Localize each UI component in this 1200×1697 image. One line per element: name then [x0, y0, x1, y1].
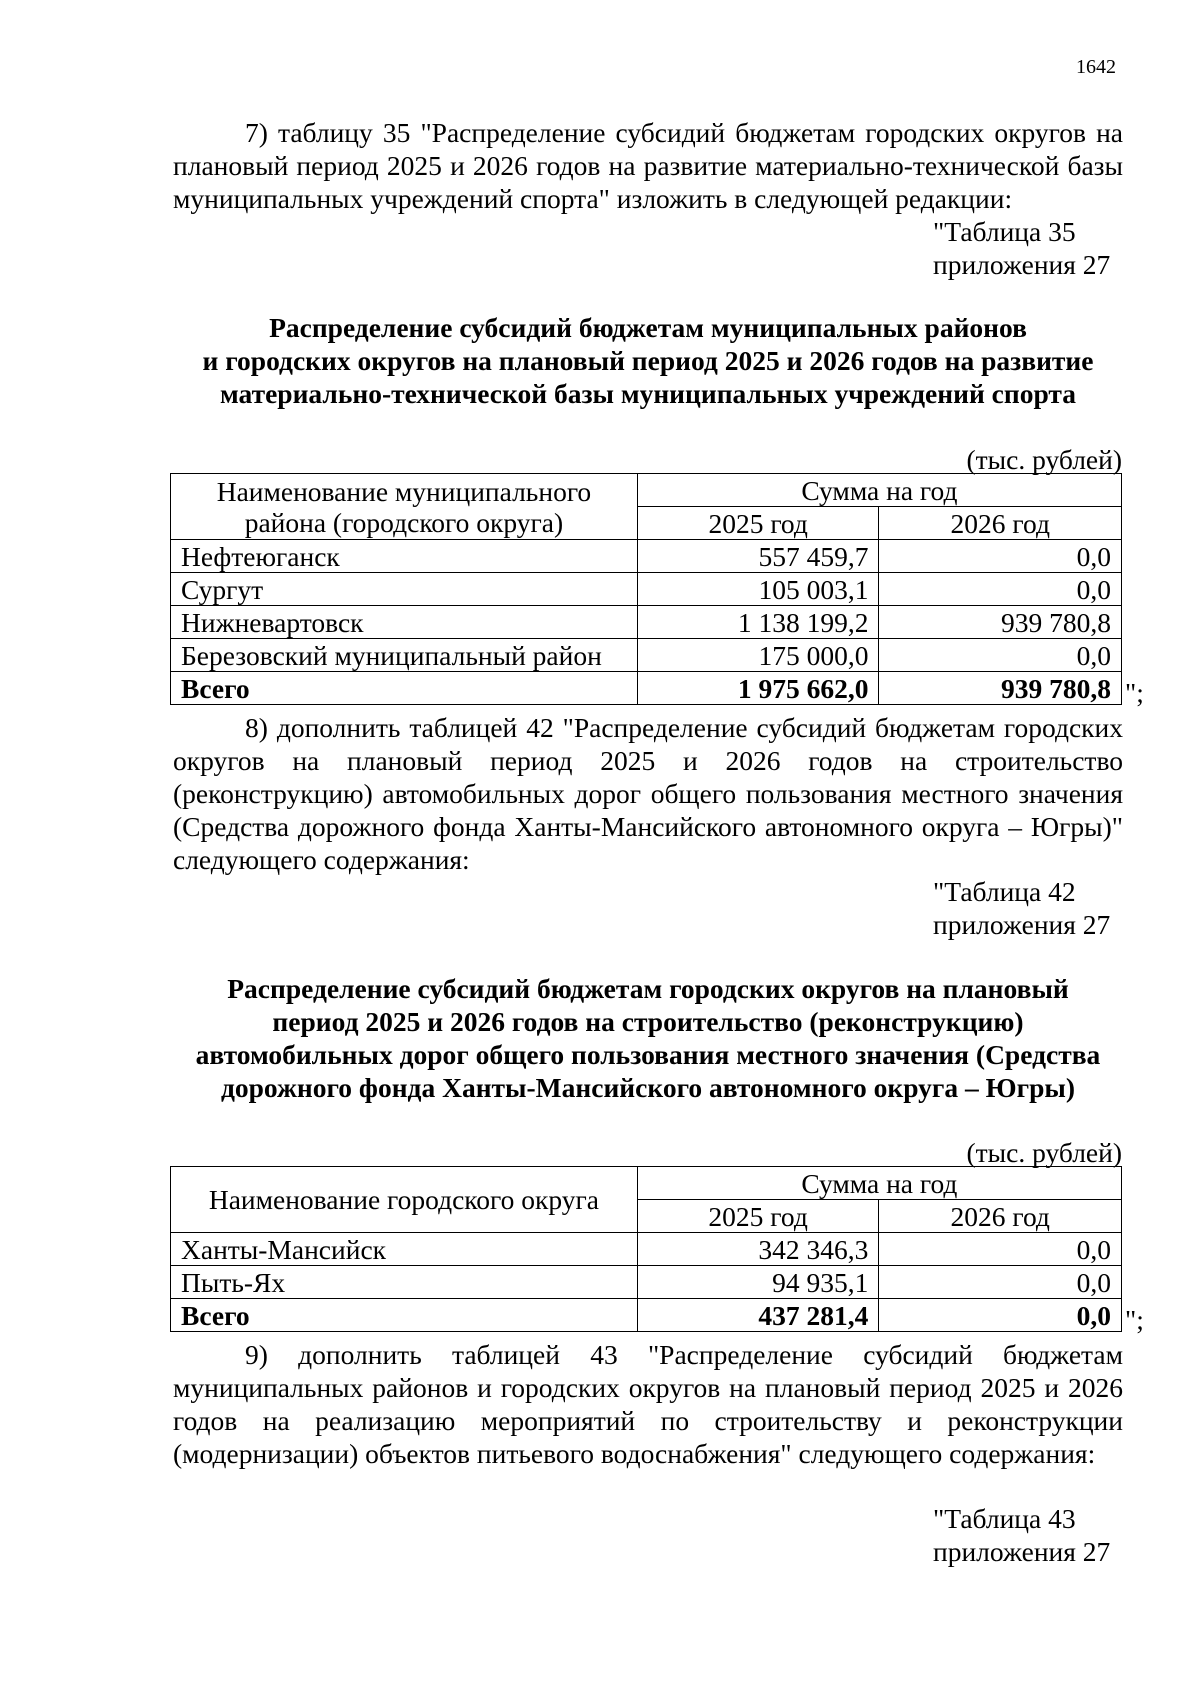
header-name-cell: Наименование городского округа: [171, 1167, 638, 1233]
total-2025-cell: 437 281,4: [637, 1299, 879, 1332]
header-2026-cell: 2026 год: [879, 1200, 1122, 1233]
table-row: [171, 573, 1122, 606]
row-name-cell: Березовский муниципальный район: [171, 639, 638, 672]
table-35-title: [160, 311, 1136, 410]
item-8-ref-line1: "Таблица 42: [933, 876, 1076, 907]
table-42-title-line3: автомобильных дорог общего пользования местного значения (Средства: [195, 1039, 1101, 1070]
row-2025-cell: 94 935,1: [637, 1266, 879, 1299]
header-sum-cell: Сумма на год: [637, 474, 1121, 507]
header-name-line1: Наименование муниципального: [216, 475, 592, 507]
total-2026-cell: 939 780,8: [879, 672, 1122, 705]
item-7-text: 7) таблицу 35 "Распределение субсидий бюджетам городских округов на плановый период 2025 и 2026 годов на развитие материально-технической базы муниципальных учреждений спорта" изложить в следующей редакции:: [173, 117, 1123, 214]
table-35-title-line3: материально-технической базы муниципальных учреждений спорта: [219, 378, 1077, 409]
row-2026-cell: 939 780,8: [879, 606, 1122, 639]
table-total-row: [171, 672, 1122, 705]
row-name-cell: Нижневартовск: [171, 606, 638, 639]
total-2025-cell: 1 975 662,0: [637, 672, 879, 705]
table-42-closing-quote: ";: [1125, 1304, 1144, 1335]
header-2025-cell: 2025 год: [637, 1200, 879, 1233]
row-2026-cell: 0,0: [879, 639, 1122, 672]
table-42-title-line1: Распределение субсидий бюджетам городских округов на плановый: [227, 973, 1069, 1004]
table-42-title: [160, 972, 1136, 1104]
row-name-cell: Пыть-Ях: [171, 1266, 638, 1299]
table-row: [171, 1266, 1122, 1299]
item-9-paragraph: [173, 1338, 1123, 1470]
header-2025-cell: 2025 год: [637, 507, 879, 540]
row-2026-cell: 0,0: [879, 1233, 1122, 1266]
row-name-cell: Нефтеюганск: [171, 540, 638, 573]
table-header-row: [171, 474, 1122, 507]
row-2026-cell: 0,0: [879, 1266, 1122, 1299]
item-7-ref-line2: приложения 27: [933, 249, 1111, 280]
table-row: [171, 639, 1122, 672]
table-42-title-line4: дорожного фонда Ханты-Мансийского автономного округа – Югры): [220, 1072, 1076, 1103]
table-row: [171, 1233, 1122, 1266]
item-7-paragraph: [173, 116, 1123, 215]
table-header-row: [171, 1167, 1122, 1200]
item-8-paragraph: [173, 711, 1123, 876]
row-2025-cell: 342 346,3: [637, 1233, 879, 1266]
row-2025-cell: 1 138 199,2: [637, 606, 879, 639]
table-35-closing-quote: ";: [1125, 677, 1144, 708]
row-2025-cell: 105 003,1: [637, 573, 879, 606]
total-2026-cell: 0,0: [879, 1299, 1122, 1332]
total-name-cell: Всего: [171, 672, 638, 705]
item-8-text: 8) дополнить таблицей 42 "Распределение субсидий бюджетам городских округов на плановый период 2025 и 2026 годов на строительство (реконструкцию) автомобильных дорог общего пользования местного значения (Средства дорожного фонда Ханты-Мансийского автономного округа – Югры)" следующего содержания:: [173, 712, 1123, 875]
item-8-table-reference: [933, 875, 1133, 941]
table-42-title-line2: период 2025 и 2026 годов на строительство (реконструкцию): [272, 1006, 1024, 1037]
page-number: 1642: [1076, 56, 1116, 78]
row-2025-cell: 175 000,0: [637, 639, 879, 672]
row-2025-cell: 557 459,7: [637, 540, 879, 573]
table-35-title-line2: и городских округов на плановый период 2025 и 2026 годов на развитие: [202, 345, 1094, 376]
header-2026-cell: 2026 год: [879, 507, 1122, 540]
row-name-cell: Сургут: [171, 573, 638, 606]
header-name-line2: района (городского округа): [244, 506, 564, 538]
total-name-cell: Всего: [171, 1299, 638, 1332]
item-9-ref-line2: приложения 27: [933, 1536, 1111, 1567]
table-42: [170, 1166, 1122, 1332]
item-7-table-reference: [933, 215, 1133, 281]
row-2026-cell: 0,0: [879, 573, 1122, 606]
table-42-units: (тыс. рублей): [966, 1137, 1122, 1168]
row-2026-cell: 0,0: [879, 540, 1122, 573]
item-9-table-reference: [933, 1502, 1133, 1568]
item-9-text: 9) дополнить таблицей 43 "Распределение субсидий бюджетам муниципальных районов и городских округов на плановый период 2025 и 2026 годов на реализацию мероприятий по строительству и реконструкции (модернизации) объектов питьевого водоснабжения" следующего содержания:: [173, 1339, 1123, 1469]
table-35: [170, 473, 1122, 705]
header-name-cell: [171, 474, 638, 540]
table-35-title-line1: Распределение субсидий бюджетам муниципальных районов: [269, 312, 1027, 343]
item-7-ref-line1: "Таблица 35: [933, 216, 1076, 247]
table-35-units: (тыс. рублей): [966, 444, 1122, 475]
row-name-cell: Ханты-Мансийск: [171, 1233, 638, 1266]
table-row: [171, 606, 1122, 639]
header-sum-cell: Сумма на год: [637, 1167, 1121, 1200]
item-8-ref-line2: приложения 27: [933, 909, 1111, 940]
table-total-row: [171, 1299, 1122, 1332]
item-9-ref-line1: "Таблица 43: [933, 1503, 1076, 1534]
table-row: [171, 540, 1122, 573]
